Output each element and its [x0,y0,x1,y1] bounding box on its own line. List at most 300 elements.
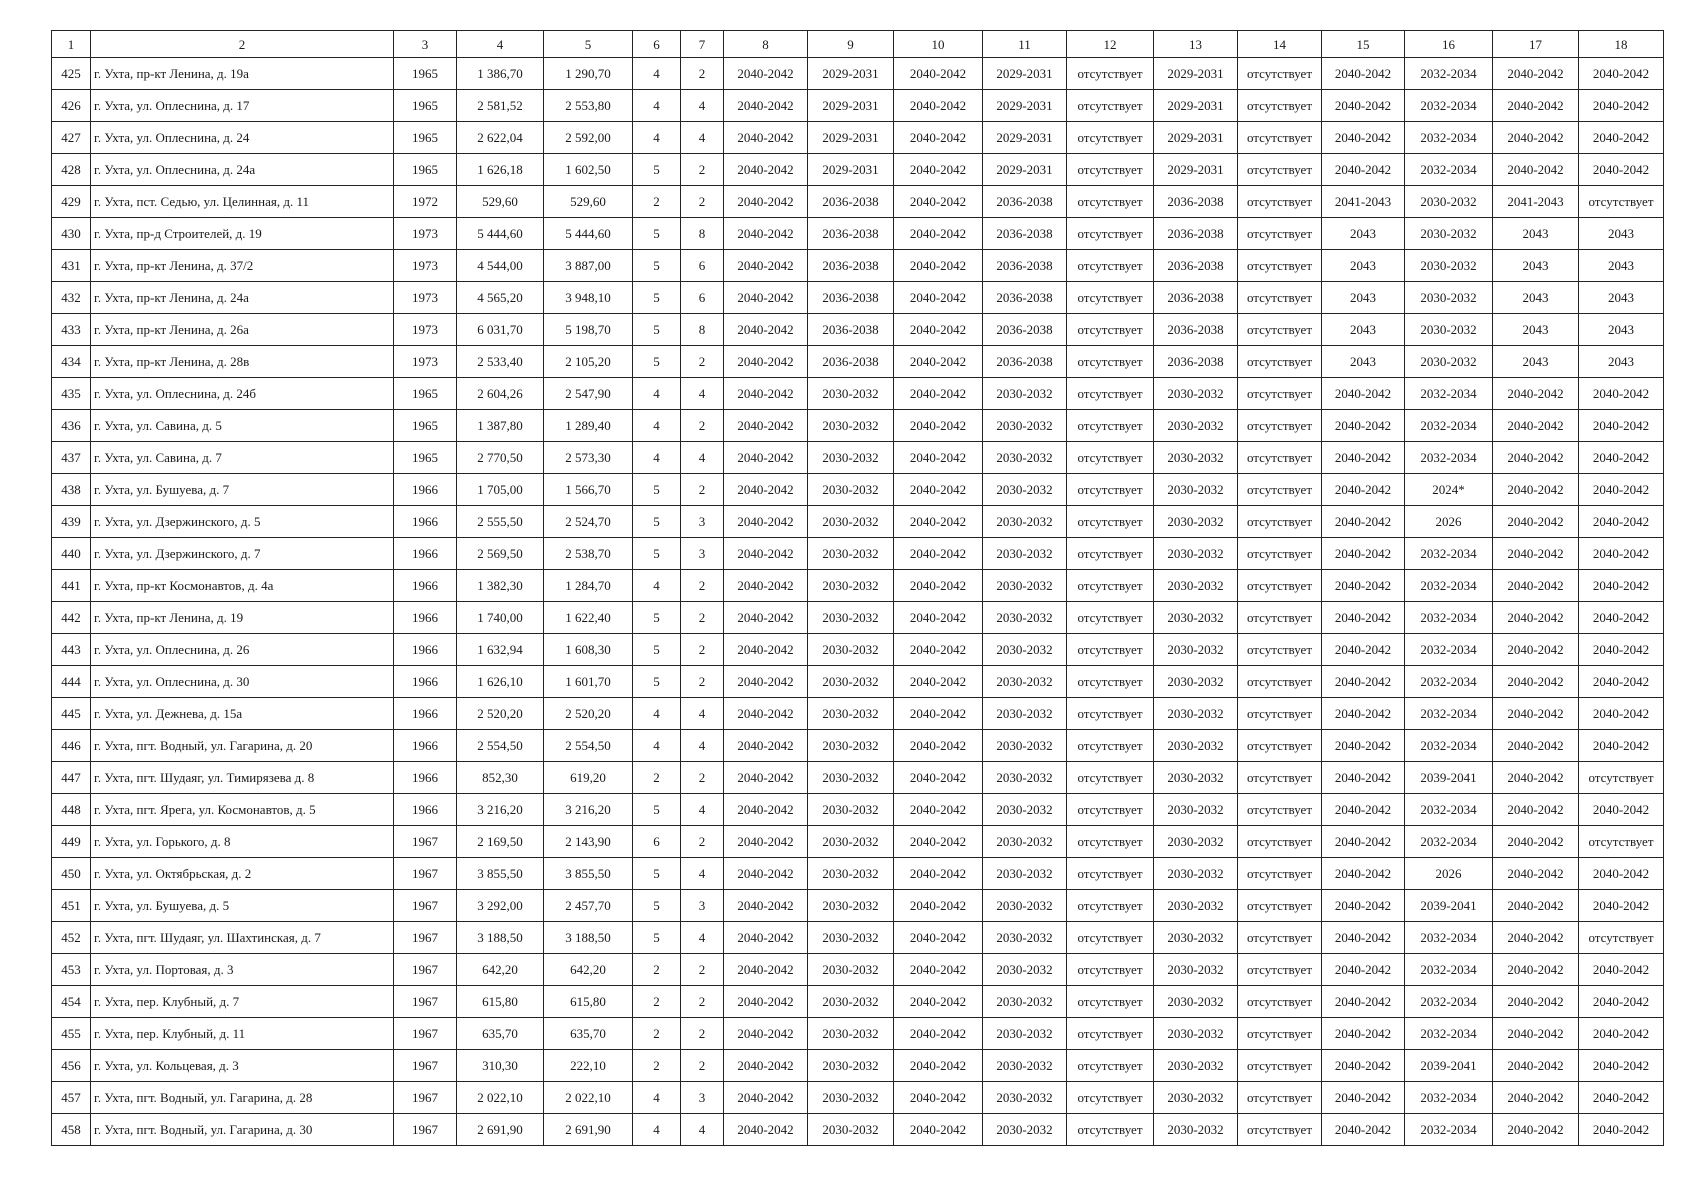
table-cell: 2040-2042 [724,186,808,218]
table-cell: 5 [633,602,681,634]
table-cell: 2040-2042 [1322,506,1405,538]
table-cell: 2039-2041 [1405,890,1493,922]
table-cell: 2 105,20 [544,346,633,378]
table-cell: отсутствует [1238,1018,1322,1050]
table-cell: 1967 [394,954,457,986]
table-cell: 3 216,20 [457,794,544,826]
table-cell: 2030-2032 [1154,794,1238,826]
table-cell: 2040-2042 [1493,666,1579,698]
table-cell: 2040-2042 [724,730,808,762]
table-cell: отсутствует [1067,538,1154,570]
table-cell: 2040-2042 [1579,474,1664,506]
table-cell: 2 [681,634,724,666]
table-cell: отсутствует [1238,570,1322,602]
table-cell: 2 457,70 [544,890,633,922]
table-cell: 2040-2042 [724,346,808,378]
address-cell: г. Ухта, ул. Горького, д. 8 [91,826,394,858]
table-cell: отсутствует [1067,762,1154,794]
table-cell: 2040-2042 [724,826,808,858]
table-cell: 2030-2032 [983,890,1067,922]
table-cell: 2040-2042 [1493,954,1579,986]
table-cell: 2040-2042 [724,58,808,90]
table-cell: 3 188,50 [457,922,544,954]
table-row [52,634,1664,666]
table-cell: 2040-2042 [894,858,983,890]
column-number-cell: 8 [724,31,808,58]
table-cell: 2040-2042 [1579,538,1664,570]
table-cell: 1 290,70 [544,58,633,90]
row-number-cell: 427 [52,122,91,154]
table-cell: 4 [633,410,681,442]
table-cell: 1967 [394,890,457,922]
table-cell: 2032-2034 [1405,602,1493,634]
table-cell: 2040-2042 [724,954,808,986]
table-cell: 2040-2042 [1322,538,1405,570]
table-cell: 4 [681,122,724,154]
table-cell: 2040-2042 [1322,762,1405,794]
table-row [52,442,1664,474]
table-cell: 2043 [1493,346,1579,378]
table-cell: 2 [681,570,724,602]
table-cell: 2032-2034 [1405,666,1493,698]
table-cell: 2040-2042 [894,1018,983,1050]
table-row [52,506,1664,538]
table-cell: 4 [633,58,681,90]
table-cell: 2030-2032 [983,410,1067,442]
table-cell: 2040-2042 [724,762,808,794]
table-cell: отсутствует [1238,634,1322,666]
table-cell: 2040-2042 [894,1114,983,1146]
address-cell: г. Ухта, пгт. Ярега, ул. Космонавтов, д. 5 [91,794,394,826]
table-cell: 2040-2042 [894,506,983,538]
table-cell: 2040-2042 [1493,506,1579,538]
row-number-cell: 434 [52,346,91,378]
table-cell: 2 [681,986,724,1018]
table-cell: 2040-2042 [894,378,983,410]
table-cell: 4 [633,1114,681,1146]
table-cell: 2040-2042 [894,794,983,826]
table-cell: 1967 [394,858,457,890]
table-cell: 2030-2032 [808,986,894,1018]
table-cell: отсутствует [1067,794,1154,826]
table-cell: 2036-2038 [808,218,894,250]
column-number-cell: 14 [1238,31,1322,58]
table-cell: 2032-2034 [1405,154,1493,186]
table-cell: 2040-2042 [1493,826,1579,858]
table-cell: 2 691,90 [544,1114,633,1146]
table-cell: 2040-2042 [894,698,983,730]
table-row [52,922,1664,954]
table-cell: 2040-2042 [1322,570,1405,602]
table-cell: 4 544,00 [457,250,544,282]
table-cell: 2040-2042 [1322,730,1405,762]
table-cell: 2043 [1322,218,1405,250]
table-cell: 2040-2042 [724,314,808,346]
table-cell: отсутствует [1238,250,1322,282]
row-number-cell: 450 [52,858,91,890]
row-number-cell: 447 [52,762,91,794]
table-cell: 2036-2038 [808,282,894,314]
table-cell: 1966 [394,794,457,826]
table-cell: 2030-2032 [983,570,1067,602]
table-cell: отсутствует [1067,666,1154,698]
table-cell: 2030-2032 [808,570,894,602]
table-cell: 2 [681,666,724,698]
table-cell: 2040-2042 [1579,506,1664,538]
table-row [52,122,1664,154]
table-cell: 2036-2038 [983,186,1067,218]
table-cell: 2030-2032 [1405,282,1493,314]
table-cell: отсутствует [1238,1114,1322,1146]
table-cell: отсутствует [1579,922,1664,954]
table-cell: 2032-2034 [1405,378,1493,410]
table-cell: 2040-2042 [894,922,983,954]
address-cell: г. Ухта, пр-кт Ленина, д. 26а [91,314,394,346]
table-cell: 2043 [1579,314,1664,346]
table-cell: 2040-2042 [724,90,808,122]
table-cell: 2030-2032 [983,922,1067,954]
table-cell: 2043 [1493,218,1579,250]
table-cell: 2 569,50 [457,538,544,570]
row-number-cell: 455 [52,1018,91,1050]
table-cell: отсутствует [1067,602,1154,634]
table-cell: 2 520,20 [457,698,544,730]
table-cell: 2030-2032 [1154,474,1238,506]
table-cell: 4 [633,730,681,762]
table-cell: 5 198,70 [544,314,633,346]
table-cell: 8 [681,314,724,346]
address-cell: г. Ухта, ул. Дежнева, д. 15а [91,698,394,730]
table-row [52,474,1664,506]
table-cell: 2040-2042 [1322,122,1405,154]
table-cell: отсутствует [1238,1050,1322,1082]
table-cell: 2030-2032 [808,602,894,634]
table-cell: 4 [681,794,724,826]
table-cell: 2043 [1493,282,1579,314]
table-cell: отсутствует [1238,442,1322,474]
table-cell: отсутствует [1067,282,1154,314]
table-cell: 6 [633,826,681,858]
table-cell: отсутствует [1579,826,1664,858]
table-cell: 2036-2038 [983,218,1067,250]
table-cell: 2040-2042 [1322,698,1405,730]
table-cell: 2 [681,154,724,186]
table-cell: 2 520,20 [544,698,633,730]
table-cell: 2032-2034 [1405,954,1493,986]
table-cell: 2040-2042 [1579,666,1664,698]
table-cell: 1966 [394,506,457,538]
table-cell: 2040-2042 [724,634,808,666]
table-cell: 2040-2042 [1493,474,1579,506]
table-row [52,1018,1664,1050]
table-cell: 2030-2032 [1154,442,1238,474]
address-cell: г. Ухта, ул. Кольцевая, д. 3 [91,1050,394,1082]
table-cell: 615,80 [544,986,633,1018]
table-cell: 2040-2042 [894,474,983,506]
table-cell: 2030-2032 [1154,1082,1238,1114]
table-cell: 2040-2042 [1493,538,1579,570]
table-cell: 2 143,90 [544,826,633,858]
table-cell: 2030-2032 [1154,538,1238,570]
table-cell: 2030-2032 [983,378,1067,410]
table-cell: 3 887,00 [544,250,633,282]
table-cell: 2040-2042 [724,1114,808,1146]
table-cell: 2030-2032 [1405,346,1493,378]
table-cell: 2040-2042 [1579,410,1664,442]
table-cell: отсутствует [1067,922,1154,954]
column-number-row [52,31,1664,58]
table-cell: 2030-2032 [1154,1018,1238,1050]
table-cell: отсутствует [1067,730,1154,762]
row-number-cell: 444 [52,666,91,698]
table-cell: 2030-2032 [808,794,894,826]
table-row [52,186,1664,218]
column-number-cell: 6 [633,31,681,58]
table-cell: 2040-2042 [1493,794,1579,826]
table-cell: 2040-2042 [724,474,808,506]
table-row [52,538,1664,570]
table-cell: 2040-2042 [1493,1082,1579,1114]
address-cell: г. Ухта, ул. Оплеснина, д. 24а [91,154,394,186]
table-cell: отсутствует [1067,954,1154,986]
table-cell: отсутствует [1238,890,1322,922]
table-cell: 1973 [394,282,457,314]
table-cell: отсутствует [1238,1082,1322,1114]
table-cell: 635,70 [544,1018,633,1050]
table-cell: 2040-2042 [724,410,808,442]
table-cell: 2030-2032 [808,954,894,986]
table-cell: 2030-2032 [1154,410,1238,442]
table-cell: 2040-2042 [894,442,983,474]
row-number-cell: 429 [52,186,91,218]
table-cell: 1965 [394,378,457,410]
table-cell: 2032-2034 [1405,90,1493,122]
table-cell: 2040-2042 [894,634,983,666]
table-cell: 2040-2042 [1579,794,1664,826]
table-cell: 2039-2041 [1405,762,1493,794]
table-cell: 2030-2032 [983,698,1067,730]
table-cell: отсутствует [1238,506,1322,538]
table-cell: 2030-2032 [1154,858,1238,890]
table-cell: 2030-2032 [1154,954,1238,986]
table-cell: 2 [681,762,724,794]
table-row [52,762,1664,794]
table-cell: 2036-2038 [1154,282,1238,314]
table-cell: 2040-2042 [1493,1018,1579,1050]
table-cell: отсутствует [1067,314,1154,346]
table-cell: 1966 [394,666,457,698]
table-cell: 1 622,40 [544,602,633,634]
table-cell: 3 855,50 [457,858,544,890]
column-number-cell: 11 [983,31,1067,58]
table-cell: 2040-2042 [1579,154,1664,186]
table-cell: 5 [633,474,681,506]
table-cell: отсутствует [1067,442,1154,474]
table-cell: 1967 [394,826,457,858]
table-cell: 2032-2034 [1405,794,1493,826]
table-cell: 5 [633,890,681,922]
table-cell: 2036-2038 [983,250,1067,282]
table-cell: 2032-2034 [1405,410,1493,442]
table-cell: 3 216,20 [544,794,633,826]
table-cell: 2 [681,1050,724,1082]
table-cell: 529,60 [544,186,633,218]
table-cell: 4 [681,858,724,890]
table-cell: 2040-2042 [1579,1082,1664,1114]
table-cell: 2030-2032 [808,378,894,410]
table-row [52,666,1664,698]
table-cell: отсутствует [1067,634,1154,666]
row-number-cell: 449 [52,826,91,858]
row-number-cell: 445 [52,698,91,730]
table-cell: 3 [681,506,724,538]
table-cell: 642,20 [544,954,633,986]
address-cell: г. Ухта, пгт. Водный, ул. Гагарина, д. 28 [91,1082,394,1114]
table-cell: отсутствует [1238,858,1322,890]
row-number-cell: 426 [52,90,91,122]
table-cell: 2 [633,954,681,986]
address-cell: г. Ухта, пр-кт Космонавтов, д. 4а [91,570,394,602]
table-cell: 2030-2032 [808,730,894,762]
table-cell: 2036-2038 [808,186,894,218]
table-cell: 2 691,90 [457,1114,544,1146]
table-cell: 2 538,70 [544,538,633,570]
table-cell: 1967 [394,1018,457,1050]
table-cell: 6 031,70 [457,314,544,346]
table-cell: 3 855,50 [544,858,633,890]
table-cell: 4 [633,1082,681,1114]
table-cell: 2043 [1493,314,1579,346]
column-number-cell: 1 [52,31,91,58]
table-cell: 1965 [394,410,457,442]
table-cell: 2043 [1579,346,1664,378]
table-cell: 4 565,20 [457,282,544,314]
table-cell: 2030-2032 [1154,730,1238,762]
table-cell: 2 [681,346,724,378]
address-cell: г. Ухта, ул. Дзержинского, д. 5 [91,506,394,538]
table-cell: 2040-2042 [1493,986,1579,1018]
table-cell: 2 604,26 [457,378,544,410]
table-cell: 2030-2032 [1405,218,1493,250]
table-cell: 4 [633,90,681,122]
column-number-cell: 17 [1493,31,1579,58]
table-cell: 3 [681,890,724,922]
table-cell: 2040-2042 [894,538,983,570]
table-cell: 2040-2042 [1322,58,1405,90]
table-cell: 2040-2042 [1322,858,1405,890]
table-cell: отсутствует [1238,794,1322,826]
table-row [52,730,1664,762]
address-cell: г. Ухта, пгт. Водный, ул. Гагарина, д. 30 [91,1114,394,1146]
table-cell: 4 [633,442,681,474]
address-cell: г. Ухта, ул. Оплеснина, д. 24 [91,122,394,154]
table-cell: 2040-2042 [724,218,808,250]
table-cell: 2 022,10 [544,1082,633,1114]
table-cell: 2030-2032 [1154,602,1238,634]
table-cell: 3 292,00 [457,890,544,922]
table-cell: 2 554,50 [457,730,544,762]
table-cell: 2032-2034 [1405,122,1493,154]
table-cell: 3 [681,1082,724,1114]
table-cell: 1966 [394,762,457,794]
table-cell: 2030-2032 [1154,634,1238,666]
table-cell: 1966 [394,698,457,730]
table-cell: 2040-2042 [724,890,808,922]
table-cell: 1965 [394,154,457,186]
table-cell: 2040-2042 [1579,730,1664,762]
table-cell: 2029-2031 [983,154,1067,186]
table-cell: 2030-2032 [1154,506,1238,538]
table-cell: 2036-2038 [808,314,894,346]
table-cell: 3 188,50 [544,922,633,954]
table-cell: 5 [633,218,681,250]
table-cell: 2030-2032 [808,698,894,730]
table-cell: отсутствует [1067,986,1154,1018]
table-cell: 2040-2042 [1579,954,1664,986]
table-cell: 615,80 [457,986,544,1018]
table-cell: 2040-2042 [1493,762,1579,794]
table-cell: 2 554,50 [544,730,633,762]
table-cell: отсутствует [1067,90,1154,122]
table-cell: отсутствует [1067,698,1154,730]
table-row [52,1050,1664,1082]
table-row [52,410,1664,442]
table-cell: 2029-2031 [1154,122,1238,154]
table-cell: 2040-2042 [1579,1050,1664,1082]
table-cell: 2030-2032 [808,634,894,666]
table-cell: 2040-2042 [1322,922,1405,954]
table-cell: 2040-2042 [894,186,983,218]
table-cell: 2040-2042 [894,762,983,794]
table-cell: 2040-2042 [894,58,983,90]
table-cell: 2040-2042 [1579,634,1664,666]
table-cell: 2040-2042 [1493,58,1579,90]
table-cell: 2029-2031 [808,154,894,186]
column-number-cell: 4 [457,31,544,58]
column-number-cell: 18 [1579,31,1664,58]
table-cell: 2040-2042 [724,506,808,538]
address-cell: г. Ухта, пгт. Водный, ул. Гагарина, д. 20 [91,730,394,762]
table-cell: 2030-2032 [983,442,1067,474]
table-cell: 2 553,80 [544,90,633,122]
table-cell: отсутствует [1238,90,1322,122]
table-cell: 5 [633,282,681,314]
table-cell: 1 740,00 [457,602,544,634]
table-cell: 2 [681,58,724,90]
table-cell: 2043 [1322,250,1405,282]
table-cell: 2040-2042 [894,250,983,282]
table-row [52,698,1664,730]
column-number-cell: 16 [1405,31,1493,58]
table-cell: 2040-2042 [1579,570,1664,602]
table-cell: 2030-2032 [1405,250,1493,282]
table-cell: 5 444,60 [544,218,633,250]
table-cell: 2030-2032 [808,538,894,570]
table-cell: 2040-2042 [724,602,808,634]
table-cell: 2032-2034 [1405,1114,1493,1146]
table-cell: 2040-2042 [1493,122,1579,154]
address-cell: г. Ухта, пр-кт Ленина, д. 28в [91,346,394,378]
address-cell: г. Ухта, пр-кт Ленина, д. 19а [91,58,394,90]
table-cell: отсутствует [1067,410,1154,442]
table-cell: 2029-2031 [1154,154,1238,186]
table-cell: 2040-2042 [1579,986,1664,1018]
table-cell: 2030-2032 [983,1018,1067,1050]
row-number-cell: 458 [52,1114,91,1146]
table-cell: 2030-2032 [1154,698,1238,730]
table-cell: 2040-2042 [724,282,808,314]
table-cell: 2040-2042 [1579,58,1664,90]
